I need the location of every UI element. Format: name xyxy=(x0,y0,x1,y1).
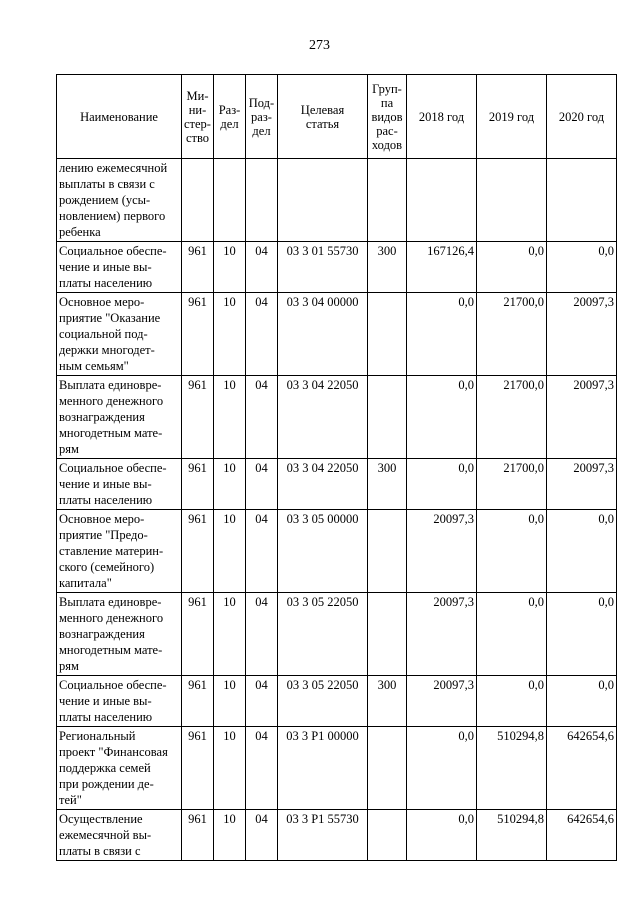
ministry-cell-text: 961 xyxy=(188,512,207,526)
target-cell xyxy=(278,159,368,242)
target-cell-text: 03 3 04 00000 xyxy=(286,295,359,309)
target-cell xyxy=(278,727,368,810)
amount-2019-cell-text: 0,0 xyxy=(528,244,544,258)
amount-2020-cell xyxy=(547,676,617,727)
amount-2019-cell xyxy=(477,376,547,459)
subsection-cell-text: 04 xyxy=(255,729,268,743)
section-cell-text: 10 xyxy=(223,295,236,309)
header-ministry: Ми- ни- стер- ство xyxy=(182,75,214,159)
amount-2020-cell xyxy=(547,510,617,593)
amount-2020-cell xyxy=(547,242,617,293)
target-cell xyxy=(278,593,368,676)
subsection-cell xyxy=(246,510,278,593)
row-name-cell xyxy=(57,510,182,593)
table-row xyxy=(57,293,617,376)
amount-2018-cell xyxy=(407,810,477,861)
amount-2019-cell xyxy=(477,159,547,242)
ministry-cell xyxy=(182,376,214,459)
budget-table xyxy=(56,74,617,861)
row-name-cell-text: Социальное обеспе- чение и иные вы- платы населению xyxy=(59,678,167,724)
section-cell xyxy=(214,510,246,593)
amount-2020-cell-text: 0,0 xyxy=(598,678,614,692)
table-row xyxy=(57,159,617,242)
row-name-cell-text: Социальное обеспе- чение и иные вы- платы населению xyxy=(59,244,167,290)
subsection-cell xyxy=(246,293,278,376)
ministry-cell xyxy=(182,159,214,242)
row-name-cell xyxy=(57,159,182,242)
subsection-cell xyxy=(246,376,278,459)
amount-2019-cell xyxy=(477,727,547,810)
amount-2018-cell xyxy=(407,293,477,376)
amount-2020-cell-text: 20097,3 xyxy=(573,461,614,475)
expense-group-cell-text: 300 xyxy=(377,244,397,258)
section-cell xyxy=(214,593,246,676)
subsection-cell-text: 04 xyxy=(255,678,268,692)
amount-2020-cell-text: 20097,3 xyxy=(573,295,614,309)
page-number: 273 xyxy=(309,38,330,53)
header-row xyxy=(57,75,617,159)
ministry-cell-text: 961 xyxy=(188,378,207,392)
amount-2018-cell-text: 0,0 xyxy=(458,378,474,392)
amount-2020-cell xyxy=(547,159,617,242)
subsection-cell-text: 04 xyxy=(255,461,268,475)
ministry-cell-text: 961 xyxy=(188,729,207,743)
amount-2019-cell-text: 0,0 xyxy=(528,512,544,526)
amount-2018-cell xyxy=(407,459,477,510)
amount-2020-cell xyxy=(547,727,617,810)
ministry-cell xyxy=(182,242,214,293)
amount-2018-cell xyxy=(407,242,477,293)
ministry-cell xyxy=(182,293,214,376)
subsection-cell xyxy=(246,242,278,293)
expense-group-cell xyxy=(368,676,407,727)
expense-group-cell xyxy=(368,727,407,810)
ministry-cell-text: 961 xyxy=(188,461,207,475)
row-name-cell-text: Региональный проект "Финансовая поддержка семей при рождении де- тей" xyxy=(59,729,168,807)
row-name-cell-text: Выплата единовре- менного денежного вознаграждения многодетным мате- рям xyxy=(59,595,164,673)
expense-group-cell xyxy=(368,159,407,242)
amount-2018-cell xyxy=(407,376,477,459)
target-cell xyxy=(278,376,368,459)
subsection-cell-text: 04 xyxy=(255,512,268,526)
amount-2018-cell-text: 20097,3 xyxy=(433,595,474,609)
target-cell-text: 03 3 P1 00000 xyxy=(286,729,359,743)
amount-2018-cell-text: 0,0 xyxy=(458,729,474,743)
amount-2018-cell xyxy=(407,727,477,810)
subsection-cell xyxy=(246,810,278,861)
amount-2018-cell-text: 20097,3 xyxy=(433,512,474,526)
amount-2018-cell xyxy=(407,510,477,593)
amount-2020-cell xyxy=(547,376,617,459)
amount-2020-cell-text: 642654,6 xyxy=(567,729,614,743)
table-row xyxy=(57,459,617,510)
ministry-cell-text: 961 xyxy=(188,244,207,258)
expense-group-cell xyxy=(368,459,407,510)
ministry-cell-text: 961 xyxy=(188,295,207,309)
row-name-cell-text: Основное меро- приятие "Предо- ставление материн- ского (семейного) капитала" xyxy=(59,512,164,590)
amount-2020-cell-text: 20097,3 xyxy=(573,378,614,392)
section-cell xyxy=(214,242,246,293)
row-name-cell xyxy=(57,676,182,727)
section-cell-text: 10 xyxy=(223,512,236,526)
amount-2018-cell xyxy=(407,159,477,242)
header-name: Наименование xyxy=(57,75,182,159)
amount-2019-cell-text: 0,0 xyxy=(528,678,544,692)
section-cell-text: 10 xyxy=(223,595,236,609)
amount-2020-cell-text: 642654,6 xyxy=(567,812,614,826)
amount-2019-cell-text: 510294,8 xyxy=(497,812,544,826)
row-name-cell xyxy=(57,242,182,293)
subsection-cell-text: 04 xyxy=(255,295,268,309)
section-cell-text: 10 xyxy=(223,378,236,392)
amount-2020-cell xyxy=(547,810,617,861)
row-name-cell-text: Осуществление ежемесячной вы- платы в связи с xyxy=(59,812,152,858)
expense-group-cell xyxy=(368,242,407,293)
subsection-cell xyxy=(246,159,278,242)
subsection-cell xyxy=(246,593,278,676)
section-cell-text: 10 xyxy=(223,812,236,826)
section-cell xyxy=(214,159,246,242)
amount-2020-cell-text: 0,0 xyxy=(598,244,614,258)
target-cell xyxy=(278,293,368,376)
ministry-cell xyxy=(182,510,214,593)
header-2020: 2020 год xyxy=(547,75,617,159)
row-name-cell xyxy=(57,376,182,459)
ministry-cell-text: 961 xyxy=(188,678,207,692)
section-cell-text: 10 xyxy=(223,461,236,475)
amount-2019-cell xyxy=(477,810,547,861)
ministry-cell xyxy=(182,593,214,676)
amount-2018-cell-text: 167126,4 xyxy=(427,244,474,258)
section-cell-text: 10 xyxy=(223,729,236,743)
amount-2018-cell-text: 20097,3 xyxy=(433,678,474,692)
target-cell-text: 03 3 05 22050 xyxy=(286,595,359,609)
section-cell-text: 10 xyxy=(223,678,236,692)
expense-group-cell-text: 300 xyxy=(377,461,397,475)
amount-2018-cell-text: 0,0 xyxy=(458,295,474,309)
ministry-cell-text: 961 xyxy=(188,595,207,609)
table-row xyxy=(57,727,617,810)
table-row xyxy=(57,242,617,293)
amount-2019-cell-text: 21700,0 xyxy=(503,295,544,309)
row-name-cell-text: Социальное обеспе- чение и иные вы- платы населению xyxy=(59,461,167,507)
subsection-cell xyxy=(246,459,278,510)
amount-2020-cell-text: 0,0 xyxy=(598,512,614,526)
row-name-cell xyxy=(57,727,182,810)
amount-2019-cell-text: 0,0 xyxy=(528,595,544,609)
table-row xyxy=(57,676,617,727)
expense-group-cell xyxy=(368,293,407,376)
amount-2019-cell xyxy=(477,676,547,727)
table-row xyxy=(57,376,617,459)
section-cell xyxy=(214,810,246,861)
header-target: Целевая статья xyxy=(278,75,368,159)
ministry-cell xyxy=(182,459,214,510)
amount-2019-cell-text: 21700,0 xyxy=(503,461,544,475)
subsection-cell-text: 04 xyxy=(255,595,268,609)
row-name-cell xyxy=(57,293,182,376)
target-cell-text: 03 3 05 00000 xyxy=(286,512,359,526)
row-name-cell xyxy=(57,459,182,510)
amount-2019-cell xyxy=(477,510,547,593)
header-2019: 2019 год xyxy=(477,75,547,159)
amount-2018-cell-text: 0,0 xyxy=(458,812,474,826)
subsection-cell-text: 04 xyxy=(255,378,268,392)
amount-2018-cell-text: 0,0 xyxy=(458,461,474,475)
expense-group-cell-text: 300 xyxy=(377,678,397,692)
row-name-cell-text: Выплата единовре- менного денежного вознаграждения многодетным мате- рям xyxy=(59,378,164,456)
section-cell xyxy=(214,676,246,727)
ministry-cell xyxy=(182,727,214,810)
section-cell xyxy=(214,376,246,459)
amount-2020-cell-text: 0,0 xyxy=(598,595,614,609)
header-2018: 2018 год xyxy=(407,75,477,159)
ministry-cell-text: 961 xyxy=(188,812,207,826)
target-cell-text: 03 3 04 22050 xyxy=(286,461,359,475)
target-cell xyxy=(278,510,368,593)
amount-2019-cell xyxy=(477,293,547,376)
subsection-cell-text: 04 xyxy=(255,812,268,826)
section-cell-text: 10 xyxy=(223,244,236,258)
row-name-cell-text: лению ежемесячной выплаты в связи с рождением (усы- новлением) первого ребенка xyxy=(59,161,168,239)
amount-2020-cell xyxy=(547,593,617,676)
subsection-cell xyxy=(246,727,278,810)
header-section: Раз- дел xyxy=(214,75,246,159)
target-cell xyxy=(278,459,368,510)
amount-2019-cell-text: 510294,8 xyxy=(497,729,544,743)
ministry-cell xyxy=(182,810,214,861)
subsection-cell xyxy=(246,676,278,727)
amount-2018-cell xyxy=(407,676,477,727)
amount-2018-cell xyxy=(407,593,477,676)
row-name-cell-text: Основное меро- приятие "Оказание социальной под- держки многодет- ным семьям" xyxy=(59,295,161,373)
header-subsection: Под- раз- дел xyxy=(246,75,278,159)
amount-2019-cell xyxy=(477,459,547,510)
target-cell xyxy=(278,810,368,861)
amount-2019-cell xyxy=(477,593,547,676)
section-cell xyxy=(214,293,246,376)
table-row xyxy=(57,593,617,676)
row-name-cell xyxy=(57,810,182,861)
amount-2020-cell xyxy=(547,459,617,510)
expense-group-cell xyxy=(368,376,407,459)
expense-group-cell xyxy=(368,810,407,861)
target-cell xyxy=(278,242,368,293)
target-cell xyxy=(278,676,368,727)
target-cell-text: 03 3 01 55730 xyxy=(286,244,359,258)
amount-2019-cell-text: 21700,0 xyxy=(503,378,544,392)
amount-2019-cell xyxy=(477,242,547,293)
table-row xyxy=(57,510,617,593)
section-cell xyxy=(214,727,246,810)
expense-group-cell xyxy=(368,593,407,676)
amount-2020-cell xyxy=(547,293,617,376)
section-cell xyxy=(214,459,246,510)
target-cell-text: 03 3 P1 55730 xyxy=(286,812,359,826)
subsection-cell-text: 04 xyxy=(255,244,268,258)
table-row xyxy=(57,810,617,861)
expense-group-cell xyxy=(368,510,407,593)
row-name-cell xyxy=(57,593,182,676)
target-cell-text: 03 3 04 22050 xyxy=(286,378,359,392)
ministry-cell xyxy=(182,676,214,727)
target-cell-text: 03 3 05 22050 xyxy=(286,678,359,692)
header-expense-group: Груп- па видов рас- ходов xyxy=(368,75,407,159)
